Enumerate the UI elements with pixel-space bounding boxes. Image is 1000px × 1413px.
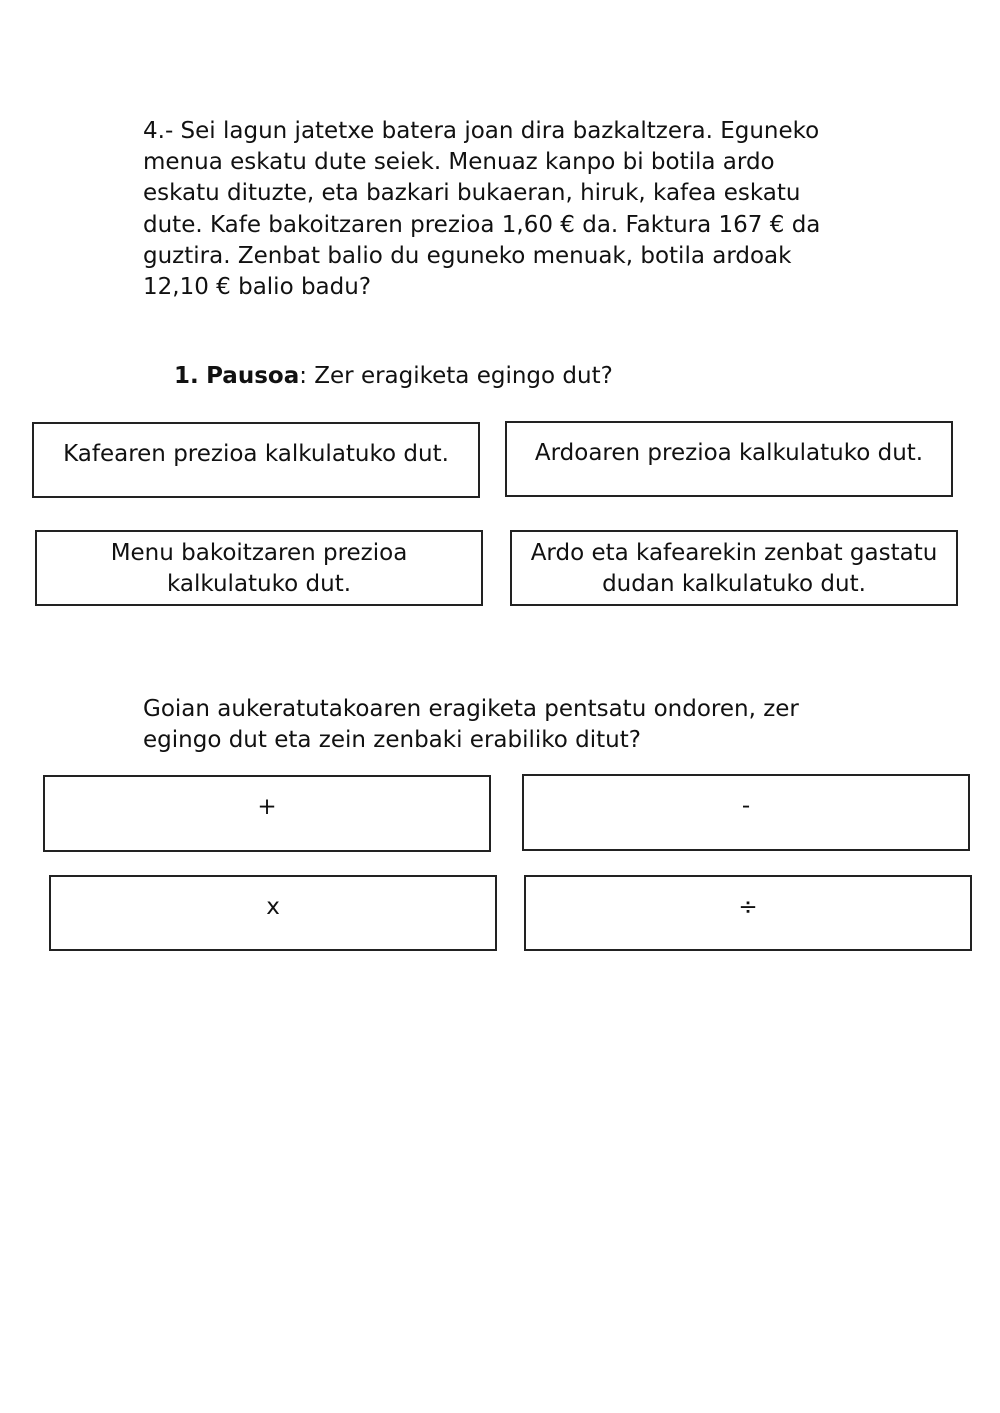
step-heading — [174, 361, 613, 392]
option-text: Menu bakoitzaren prezioa — [110, 540, 408, 566]
problem-line: guztira. Zenbat balio du eguneko menuak, botila ardoak — [143, 242, 792, 269]
operation-subtract-box[interactable] — [522, 774, 970, 851]
problem-line: 12,10 € balio badu? — [143, 274, 372, 301]
follow-up-question — [143, 694, 883, 756]
step-number: 1. — [174, 363, 199, 389]
operation-add-box[interactable] — [43, 775, 491, 852]
problem-statement — [143, 116, 883, 303]
problem-line: 4.- Sei lagun jatetxe batera joan dira bazkaltzera. Eguneko — [143, 118, 820, 144]
problem-line: dute. Kafe bakoitzaren prezioa 1,60 € da. Faktura 167 € da — [143, 211, 821, 238]
plus-sign: + — [257, 794, 277, 820]
question-line: egingo dut eta zein zenbaki erabiliko ditut? — [143, 727, 641, 754]
option-text: kalkulatuko dut. — [166, 571, 352, 597]
minus-sign: - — [741, 793, 751, 819]
option-text: dudan kalkulatuko dut. — [602, 571, 866, 597]
option-text: Kafearen prezioa kalkulatuko dut. — [63, 441, 449, 467]
option-wine-price[interactable] — [505, 421, 953, 497]
option-coffee-price[interactable] — [32, 422, 480, 498]
operation-multiply-box[interactable] — [49, 875, 497, 951]
operation-divide-box[interactable] — [524, 875, 972, 951]
multiply-sign: x — [266, 894, 280, 920]
step-text: : Zer eragiketa egingo dut? — [299, 363, 613, 389]
problem-line: eskatu dituzte, eta bazkari bukaeran, hiruk, kafea eskatu — [143, 180, 801, 207]
divide-sign: ÷ — [738, 894, 758, 920]
question-line: Goian aukeratutakoaren eragiketa pentsatu ondoren, zer — [143, 696, 799, 722]
step-label: Pausoa — [206, 363, 300, 389]
option-menu-price[interactable] — [35, 530, 483, 606]
option-text: Ardoaren prezioa kalkulatuko dut. — [534, 440, 924, 466]
problem-line: menua eskatu dute seiek. Menuaz kanpo bi botila ardo — [143, 149, 775, 176]
option-wine-coffee-total[interactable] — [510, 530, 958, 606]
option-text: Ardo eta kafearekin zenbat gastatu — [530, 540, 938, 566]
